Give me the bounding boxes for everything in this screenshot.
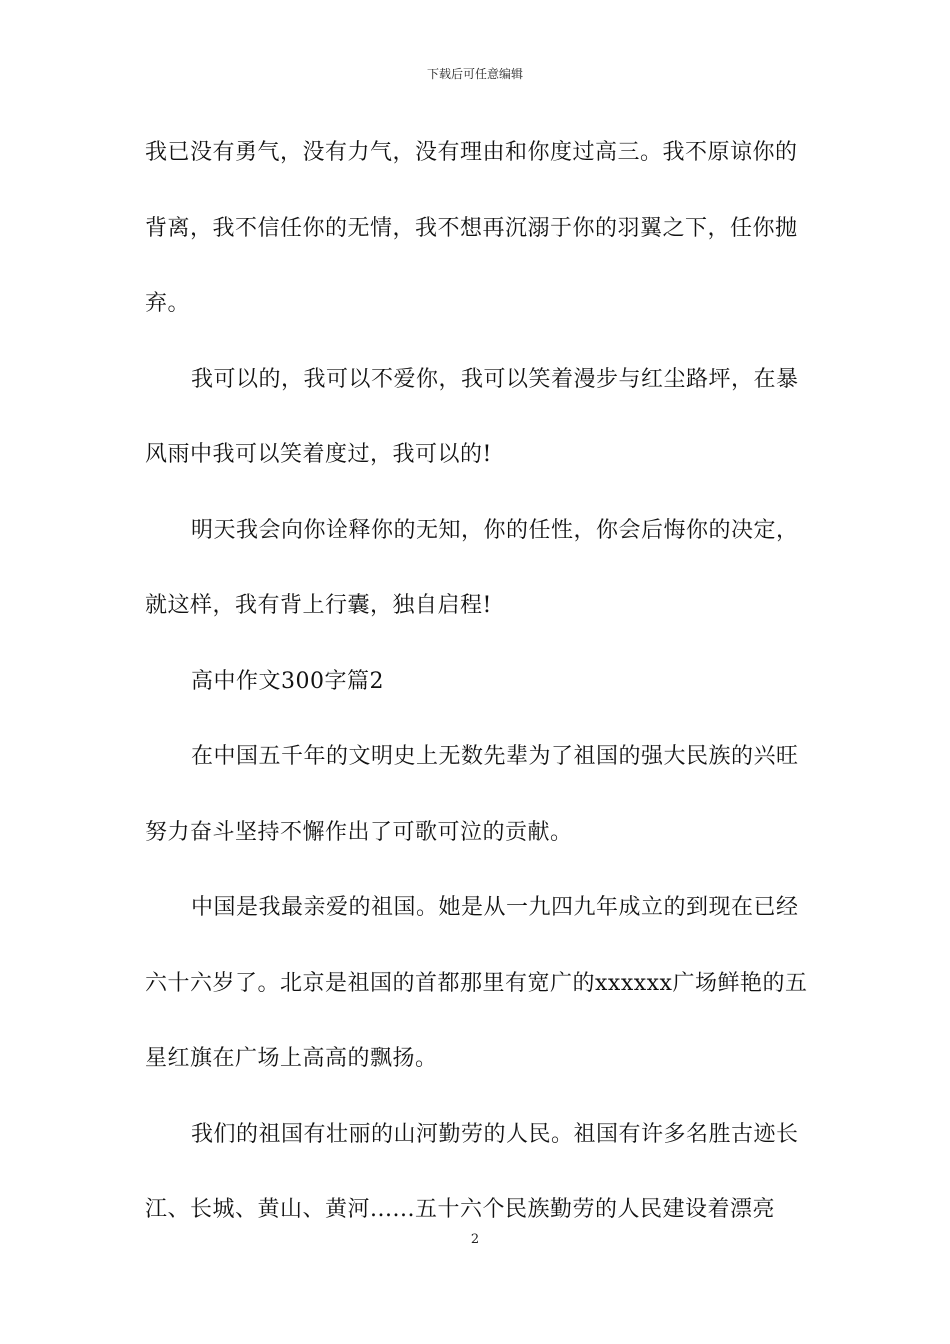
text-line: 明天我会向你诠释你的无知，你的任性，你会后悔你的决定， [191,517,799,543]
text-line: 我可以的，我可以不爱你，我可以笑着漫步与红尘路坪，在暴 [191,366,799,392]
text-line: 背离，我不信任你的无情，我不想再沉溺于你的羽翼之下，任你抛 [145,215,798,241]
text-line: 六十六岁了。北京是祖国的首都那里有宽广的xxxxxx广场鲜艳的五 [145,970,808,996]
page-number: 2 [470,1232,480,1247]
text-line: 就这样，我有背上行囊，独自启程! [145,593,492,618]
text-line: 风雨中我可以笑着度过，我可以的! [145,442,492,467]
document-body [145,131,809,1264]
text-line: 我们的祖国有壮丽的山河勤劳的人民。祖国有许多名胜古迹长 [191,1121,799,1147]
text-line: 弃。 [145,291,191,316]
page-header: 下载后可任意编辑 [426,67,523,81]
text-line: 努力奋斗坚持不懈作出了可歌可泣的贡献。 [145,819,573,845]
text-line: 中国是我最亲爱的祖国。她是从一九四九年成立的到现在已经 [191,895,799,920]
text-line: 江、长城、黄山、黄河......五十六个民族勤劳的人民建设着漂亮 [145,1197,775,1222]
text-line: 星红旗在广场上高高的飘扬。 [145,1046,438,1071]
section-heading: 高中作文300字篇2 [191,668,384,694]
text-line: 在中国五千年的文明史上无数先辈为了祖国的强大民族的兴旺 [191,744,799,769]
text-line: 我已没有勇气，没有力气，没有理由和你度过高三。我不原谅你的 [145,140,798,165]
